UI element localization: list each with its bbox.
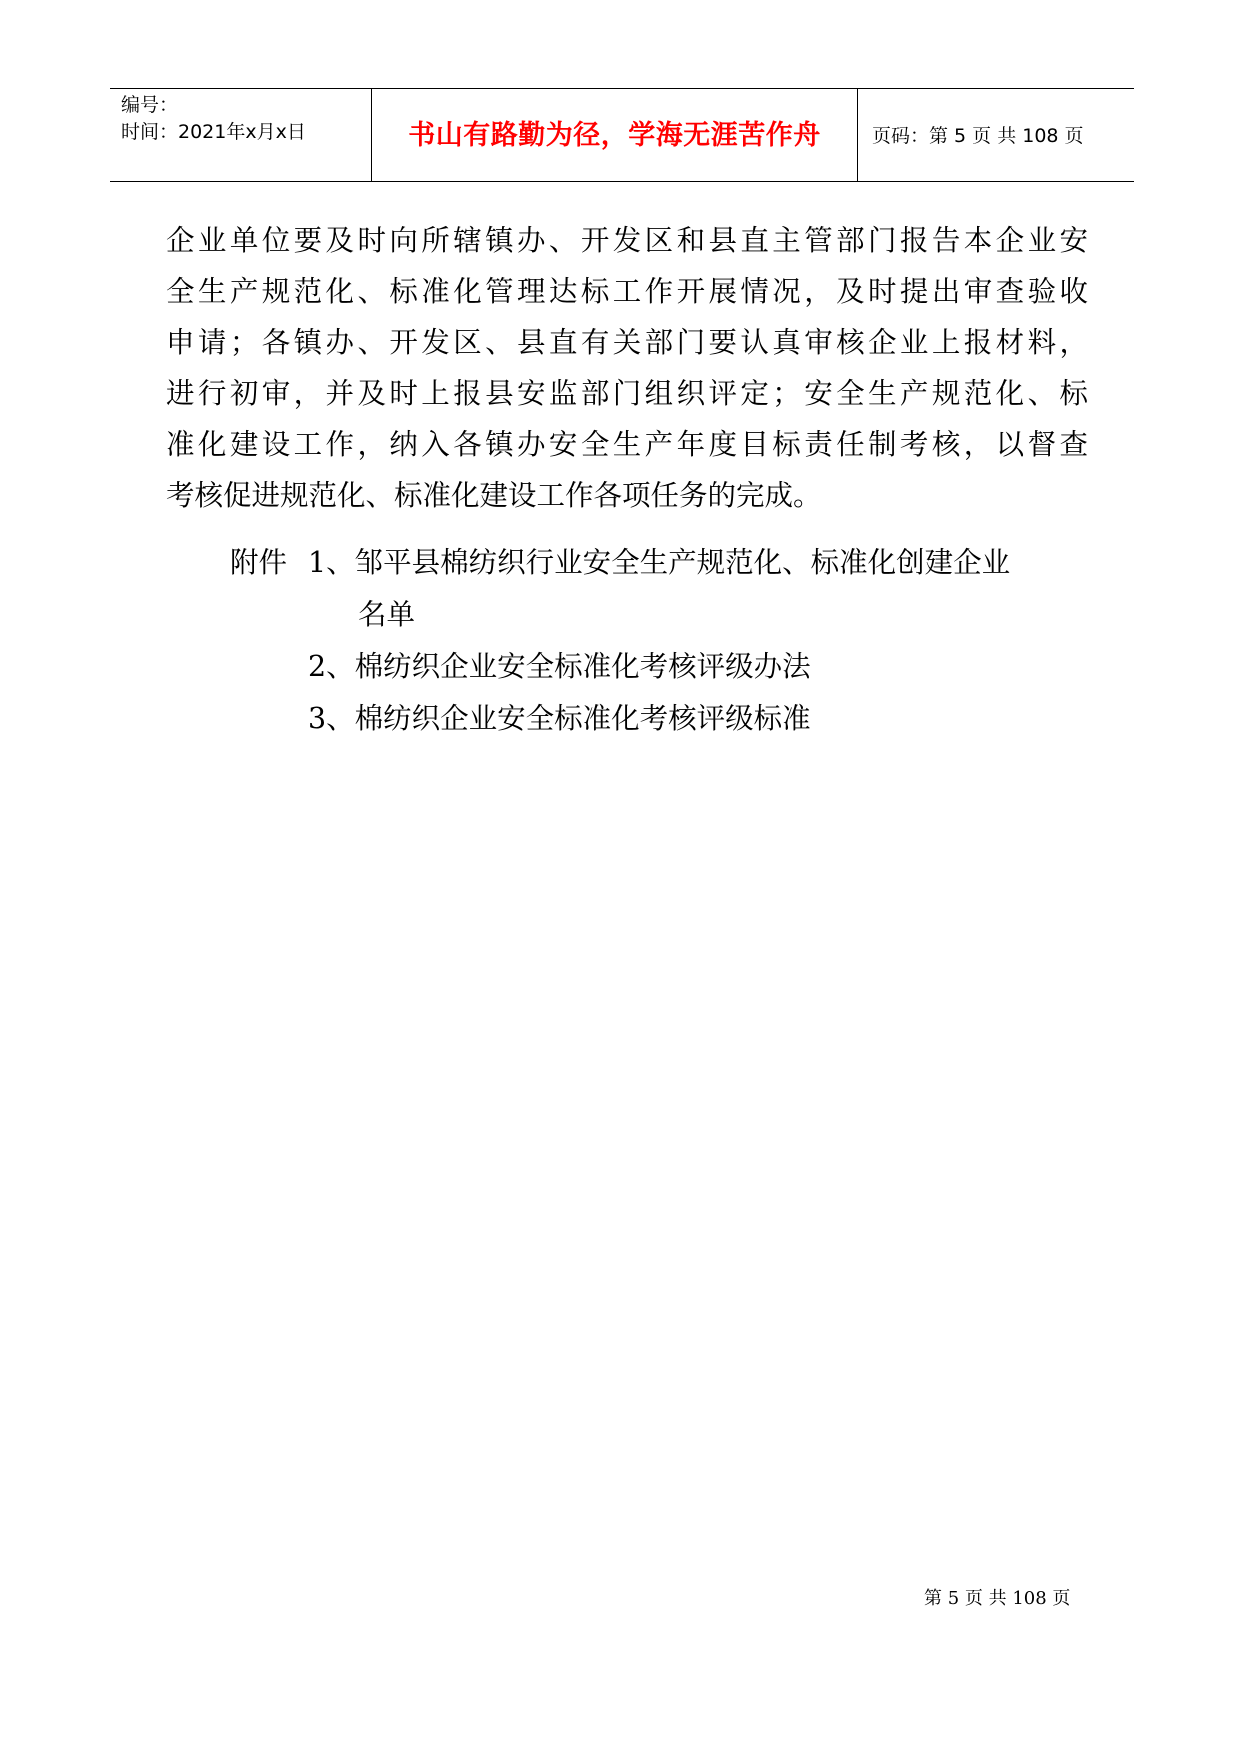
body-line: 准化建设工作，纳入各镇办安全生产年度目标责任制考核，以督查 [166,428,1088,461]
header-meta-cell [110,89,372,181]
header-motto-cell [372,89,858,181]
header-page-cell [858,89,1134,181]
body-line: 进行初审，并及时上报县安监部门组织评定；安全生产规范化、标 [166,377,1088,410]
attachments-label: 附件 [230,546,288,579]
body-line: 考核促进规范化、标准化建设工作各项任务的完成。 [166,479,822,512]
motto-text: 书山有路勤为径，学海无涯苦作舟 [408,120,821,151]
document-date: 时间：2021年x月x日 [121,121,306,143]
attachment-item: 3、棉纺织企业安全标准化考核评级标准 [308,702,811,735]
body-line: 企业单位要及时向所辖镇办、开发区和县直主管部门报告本企业安 [166,224,1088,257]
attachment-item-continuation: 名单 [358,598,416,631]
body-line: 申请；各镇办、开发区、县直有关部门要认真审核企业上报材料， [166,326,1088,359]
body-paragraph [166,215,1088,521]
attachment-item: 1、邹平县棉纺织行业安全生产规范化、标准化创建企业 [308,546,1011,579]
header-page-number: 页码：第 5 页 共 108 页 [872,125,1084,147]
body-line: 全生产规范化、标准化管理达标工作开展情况，及时提出审查验收 [166,275,1088,308]
footer-page-number: 第 5 页 共 108 页 [924,1588,1071,1609]
header-table [110,88,1134,182]
document-number-label: 编号： [121,94,179,116]
attachment-item: 2、棉纺织企业安全标准化考核评级办法 [308,650,811,683]
